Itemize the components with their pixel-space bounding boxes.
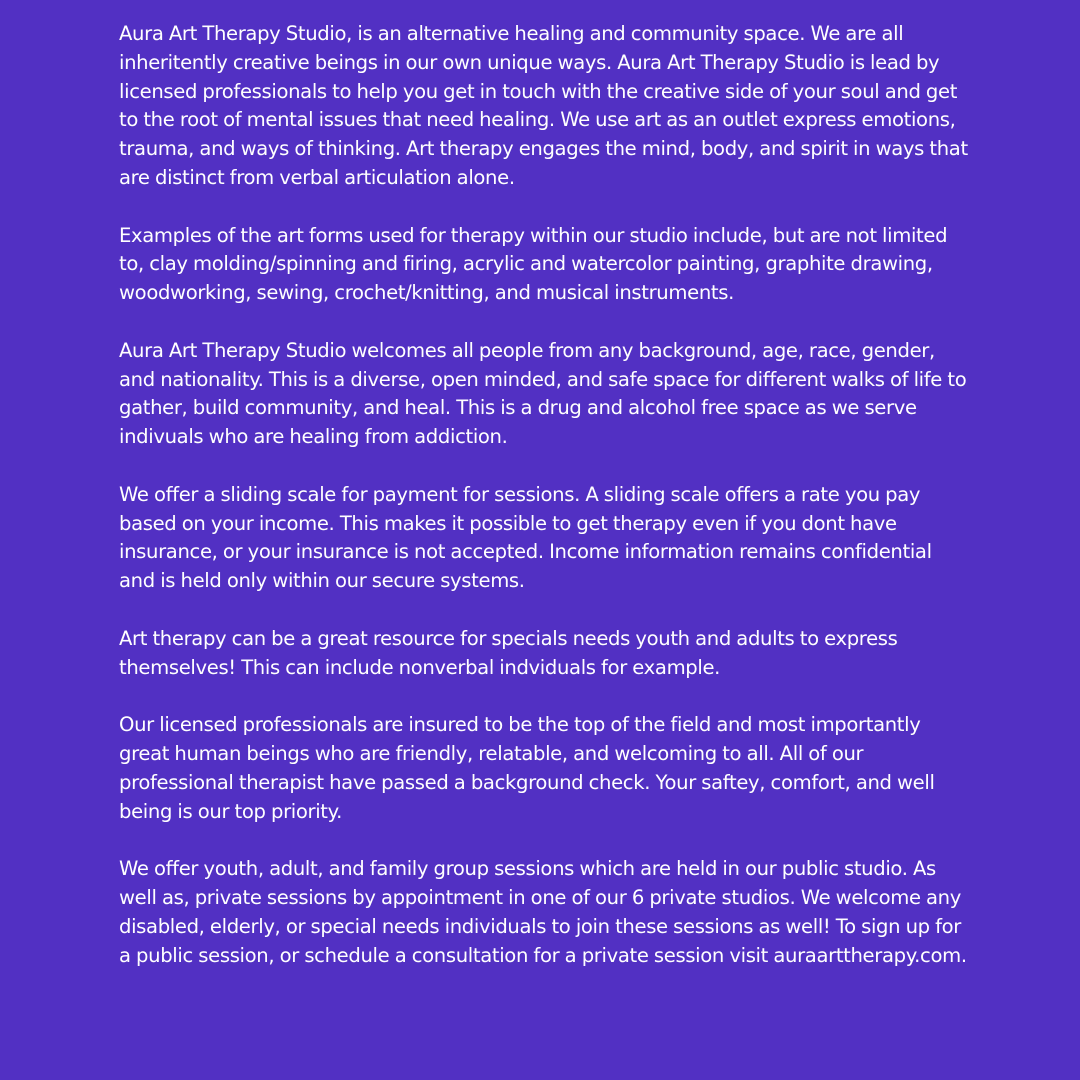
paragraph-sliding-scale: We offer a sliding scale for payment for sessions. A sliding scale offers a rate you pay based on your income. This makes it possible to get therapy even if you dont have insurance, or your insurance is not accepted. Income information remains confidential and is held only within our secure systems. [119,482,932,593]
paragraph-professionals: Our licensed professionals are insured to be the top of the field and most importantly great human beings who are friendly, relatable, and welcoming to all. All of our professional therapist have passed a background check. Your saftey, comfort, and well being is our top priority. [119,713,935,823]
paragraph-intro: Aura Art Therapy Studio, is an alternative healing and community space. We are all inheritently creative beings in our own unique ways. Aura Art Therapy Studio is lead by licensed professionals to help you get in touch with the creative side of your soul and get to the root of mental issues that need healing. We use art as an outlet express emotions, trauma, and ways of thinking. Art therapy engages the mind, body, and spirit in ways that are distinct from verbal articulation alone. [119,22,968,189]
paragraph-inclusivity: Aura Art Therapy Studio welcomes all people from any background, age, race, gender, and nationality. This is a diverse, open minded, and safe space for different walks of life to gather, build community, and heal. This is a drug and alcohol free space as we serve indivuals who are healing from addiction. [119,338,967,449]
paragraph-sessions: We offer youth, adult, and family group sessions which are held in our public studio. As well as, private sessions by appointment in one of our 6 private studios. We welcome any disabled, elderly, or special needs individuals to join these sessions as well! To sign up for a public session, or schedule a consultation for a private session visit auraarttherapy.com. [119,857,967,967]
paragraph-special-needs: Art therapy can be a great resource for specials needs youth and adults to express themselves! This can include nonverbal indviduals for example. [119,626,898,679]
paragraph-art-forms: Examples of the art forms used for therapy within our studio include, but are not limited to, clay molding/spinning and firing, acrylic and watercolor painting, graphite drawing, woodworking, sewing, crochet/knitting, and musical instruments. [119,223,948,305]
